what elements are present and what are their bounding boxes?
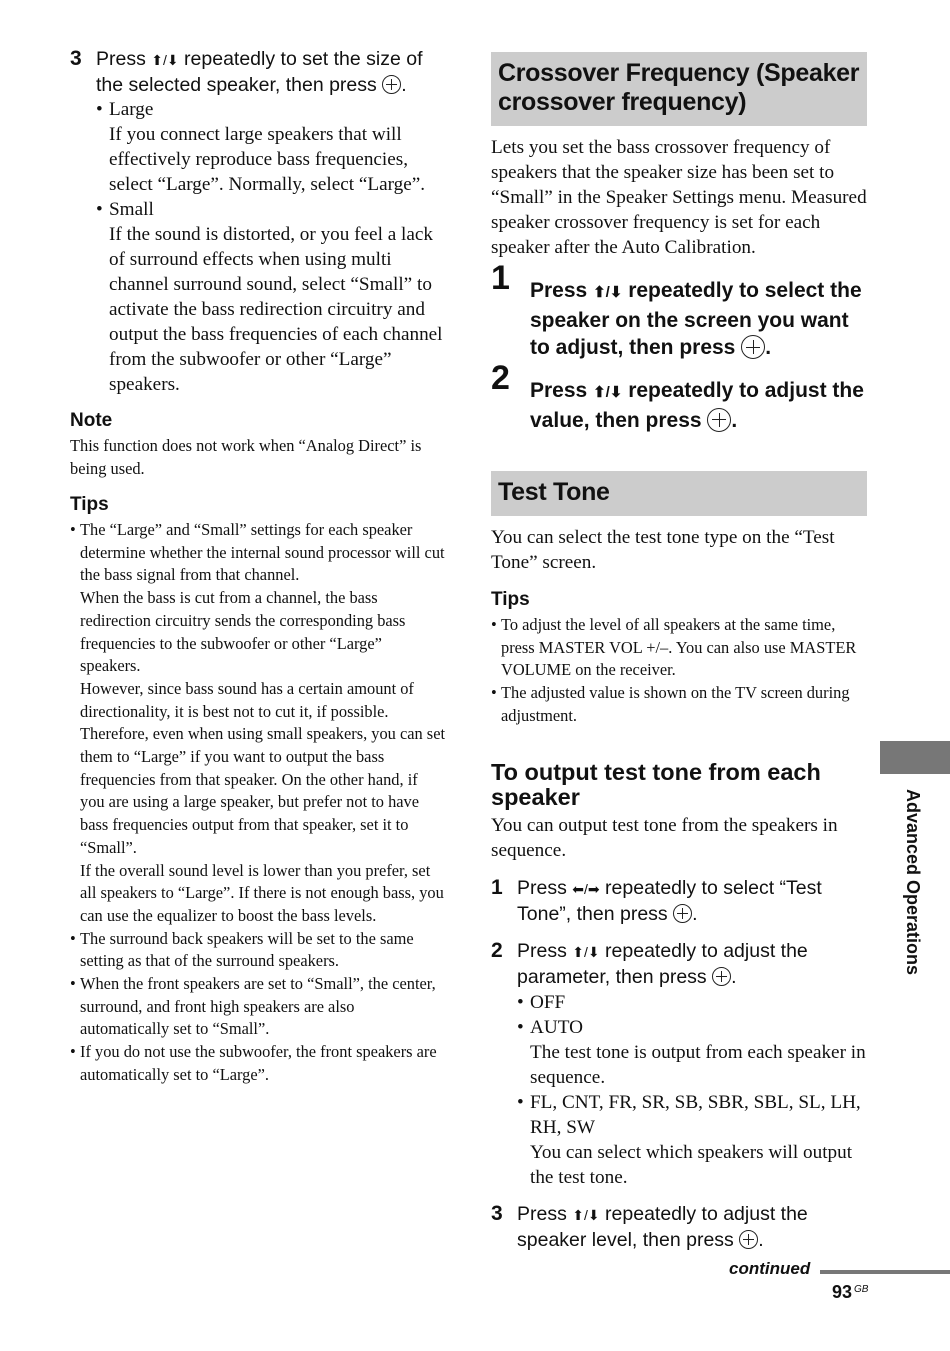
test-tone-options [517, 990, 867, 1190]
speaker-size-options [96, 97, 452, 397]
tip-text: The adjusted value is shown on the TV screen during adjustment. [501, 683, 850, 725]
up-down-arrow-icon: ⬆/⬇ [593, 284, 623, 301]
step-3-set-size [70, 47, 448, 98]
note-text: This function does not work when “Analog Direct” is being used. [70, 436, 422, 478]
crossover-step-2 [491, 359, 867, 434]
step-number: 1 [491, 876, 503, 899]
output-step-1 [491, 876, 867, 927]
step-text: Press [517, 1203, 573, 1225]
crossover-description: Lets you set the bass crossover frequency of speakers that the speaker size has been set to “Small” in the Speaker Settings menu. Measured speaker crossover frequency is set for each speaker after the Auto Calibration. [491, 137, 867, 258]
step-text: repeatedly to set the size of the selected speaker, then press [96, 48, 423, 96]
option-label: Small [109, 199, 154, 220]
page-number [832, 1282, 868, 1303]
step-text: repeatedly to adjust the value, then press [530, 379, 864, 432]
up-down-arrow-icon: ⬆/⬇ [593, 384, 623, 401]
step-text: . [401, 74, 407, 96]
page-number-value: 93 [832, 1282, 853, 1302]
enter-button-icon [712, 967, 731, 986]
step-text: . [731, 966, 737, 988]
side-section-label: Advanced Operations [903, 789, 923, 976]
tip-text: If you do not use the subwoofer, the front speakers are automatically set to “Large”. [80, 1042, 437, 1084]
up-down-arrow-icon: ⬆/⬇ [151, 52, 179, 68]
option-description: If you connect large speakers that will effectively reproduce bass frequencies, select “Large”. Normally, select “Large”. [109, 124, 426, 195]
continued-label: continued [729, 1259, 811, 1278]
option-label: FL, CNT, FR, SR, SB, SBR, SBL, SL, LH, RH, SW [530, 1092, 861, 1138]
step-number: 2 [491, 359, 510, 397]
step-text: repeatedly to adjust the speaker level, then press [517, 1203, 808, 1251]
option-label: Large [109, 99, 154, 120]
step-text: repeatedly to select the speaker on the screen you want to adjust, then press [530, 279, 862, 359]
step-number: 3 [70, 47, 82, 70]
output-test-tone-description: You can output test tone from the speakers in sequence. [491, 815, 838, 861]
step-text: Press [530, 379, 594, 402]
tip-item [70, 973, 446, 1041]
section-tab [880, 741, 950, 774]
output-test-tone-heading: To output test tone from each speaker [491, 759, 821, 810]
step-number: 1 [491, 259, 510, 297]
enter-button-icon [707, 408, 731, 432]
option-speakers [517, 1090, 867, 1140]
option-description: You can select which speakers will output the test tone. [530, 1142, 853, 1188]
option-off [517, 990, 867, 1015]
tip-continuation: When the bass is cut from a channel, the bass redirection circuitry sends the corresponding bass frequencies to the subwoofer or other “Large” speakers. [80, 588, 406, 676]
step-text: . [731, 408, 738, 432]
step-text: Press [96, 48, 152, 70]
step-text: Press [517, 940, 573, 962]
tip-item [70, 519, 446, 587]
enter-button-icon [741, 335, 765, 359]
enter-button-icon [382, 75, 401, 94]
page-suffix: GB [854, 1284, 869, 1295]
step-text: . [765, 336, 772, 359]
test-tone-description: You can select the test tone type on the “Test Tone” screen. [491, 527, 835, 573]
tip-item [70, 1041, 446, 1086]
step-text: repeatedly to adjust the parameter, then press [517, 940, 808, 988]
tip-text: The “Large” and “Small” settings for each speaker determine whether the internal sound processor will cut the bass signal from that channel. [80, 520, 445, 585]
up-down-arrow-icon: ⬆/⬇ [572, 1207, 600, 1223]
tip-item [491, 614, 867, 682]
step-number: 2 [491, 939, 503, 962]
tip-continuation: If the overall sound level is lower than you prefer, set all speakers to “Large”. If there is not enough bass, you can use the equalizer to boost the bass levels. [80, 860, 444, 925]
tip-text: When the front speakers are set to “Small”, the center, surround, and front high speakers are also automatically set to “Small”. [80, 974, 436, 1039]
tips-heading: Tips [491, 589, 530, 610]
tip-item [70, 928, 446, 973]
tips-list [70, 519, 446, 1087]
crossover-step-1 [491, 259, 867, 362]
tip-item [491, 682, 867, 727]
note-heading: Note [70, 410, 113, 431]
step-text: repeatedly to select “Test Tone”, then press [517, 877, 822, 925]
tip-text: The surround back speakers will be set to the same setting as that of the surround speakers. [80, 928, 414, 971]
option-description: If the sound is distorted, or you feel a lack of surround effects when using multi channel surround sound, select “Small” to activate the bass redirection circuitry and output the bass frequencies of each channel from the subwoofer or other “Large” speakers. [109, 224, 443, 395]
enter-button-icon [673, 904, 692, 923]
option-small [96, 197, 452, 222]
continued-rule [820, 1270, 950, 1274]
step-text: . [758, 1229, 764, 1251]
tip-text: To adjust the level of all speakers at the same time, press MASTER VOL +/–. You can also use MASTER VOLUME on the receiver. [501, 615, 857, 680]
step-number: 3 [491, 1202, 503, 1225]
tips-list [491, 614, 867, 728]
step-text: . [692, 903, 698, 925]
test-tone-heading: Test Tone [491, 471, 867, 516]
up-down-arrow-icon: ⬆/⬇ [572, 944, 600, 960]
option-label: AUTO [530, 1017, 583, 1038]
option-label: OFF [530, 992, 566, 1013]
left-right-arrow-icon: ⬅/➡ [572, 881, 600, 897]
tip-continuation: However, since bass sound has a certain amount of directionality, it is best not to cut it, if possible. Therefore, even when using small speakers, you can set them to “Large” if you want to output the bass frequencies from that speaker. On the other hand, if you are using a large speaker, but prefer not to have bass frequencies output from that speaker, set it to “Small”. [80, 678, 446, 857]
option-description: The test tone is output from each speaker in sequence. [530, 1042, 866, 1088]
output-step-3 [491, 1202, 867, 1253]
step-text: Press [517, 877, 573, 899]
output-step-2 [491, 939, 867, 990]
enter-button-icon [739, 1230, 758, 1249]
tips-heading: Tips [70, 494, 109, 515]
option-auto [517, 1015, 867, 1040]
step-text: Press [530, 279, 594, 302]
option-large [96, 97, 452, 122]
crossover-frequency-heading: Crossover Frequency (Speaker crossover frequency) [491, 52, 867, 126]
